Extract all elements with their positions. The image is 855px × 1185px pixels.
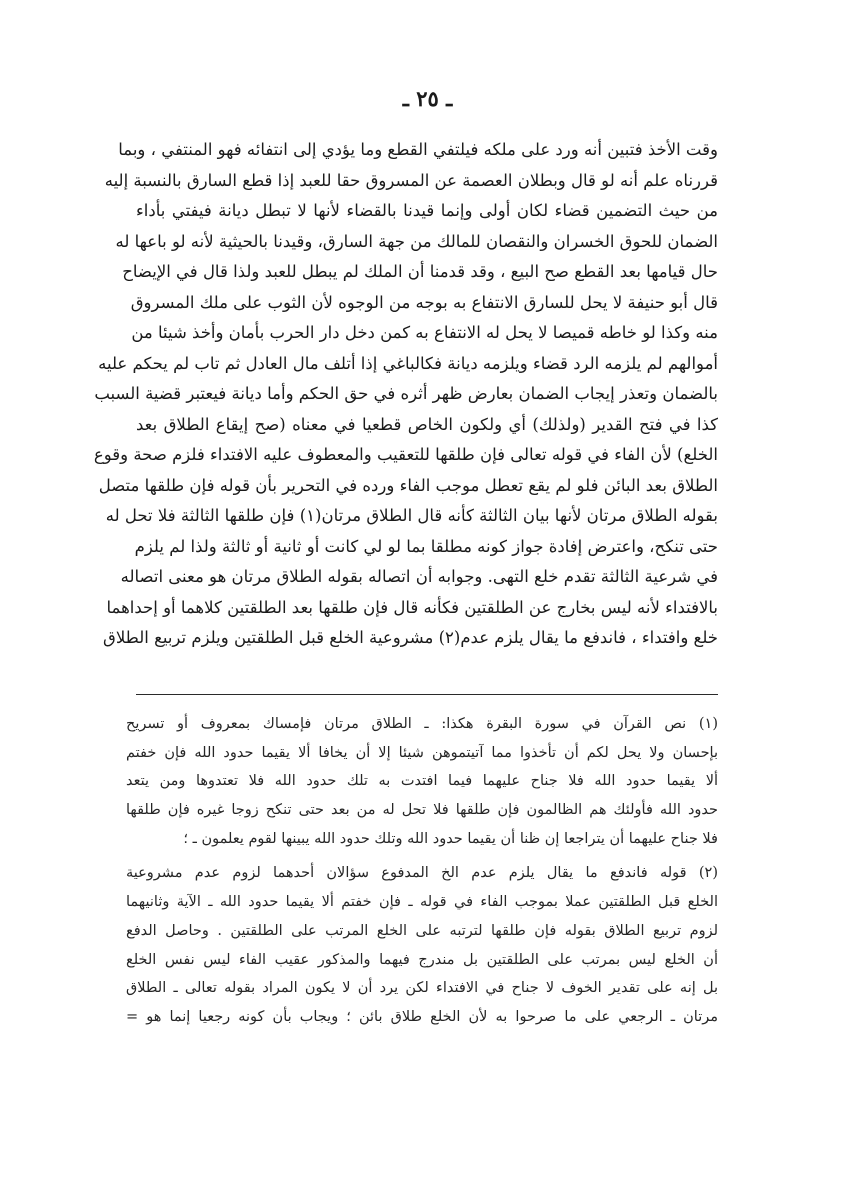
main-text-line: وقت الأخذ فتبين أنه ورد على ملكه فيلتفي القطع وما يؤدي إلى انتفائه فهو المنتفي ، وبما [118, 140, 718, 159]
main-text-line: بالضمان وتعذر إيجاب الضمان بعارض ظهر أثره في حق الحكم وأما ديانة فيعتبر قضية السبب [94, 384, 718, 403]
main-text-line: كذا في فتح القدير (ولذلك) أي ولكون الخاص قطعيا في معناه (صح إيقاع الطلاق بعد [136, 414, 718, 434]
main-text-line: قررناه علم أنه لو قال وبطلان العصمة عن المسروق حقا للعبد إذا قطع السارق بالنسبة إليه [104, 170, 718, 190]
main-text-line: قال أبو حنيفة لا يحل للسارق الانتفاع به بوجه من الوجوه لأن الثوب على ملك المسروق [130, 292, 718, 312]
main-text-line: في شرعية الثالثة تقدم خلع التهى. وجوابه أن اتصاله بقوله الطلاق مرتان هو معنى اتصاله [120, 567, 718, 586]
main-text-line: الطلاق بعد البائن فلو لم يقع تعطل موجب الفاء ورده في التحرير بأن قوله فإن طلقها متصل [98, 475, 718, 495]
footnote-1 [126, 710, 718, 853]
footnote-line: ألا يقيما حدود الله فلا جناح عليهما فيما افتدت به تلك حدود الله فلا تعتدوها ومن يتعد [126, 773, 718, 790]
footnote-2 [126, 859, 718, 1031]
main-text-line: حتى تنكح، واعترض إفادة جواز كونه مطلقا بما لو لي كانت أو ثانية أو ثالثة ولذا لم يلزم [134, 536, 718, 556]
footnote-line: بل إنه على تقدير الخوف لا جناح في الافتداء لكن يرد أن لا يكون المراد بقوله تعالى ـ الطلاق [126, 980, 718, 997]
footnote-line: أن الخلع ليس بمرتب على الطلقتين بل مندرج فيهما والمذكور عقيب الفاء ليس نفس الخلع [126, 951, 718, 968]
main-text-body [93, 135, 718, 654]
main-text-line: الخلع) لأن الفاء في قوله تعالى فإن طلقها للتعقيب والمعطوف عليه الافتداء فلزم صحة وقوع [93, 445, 718, 464]
footnote-line: لزوم تربيع الطلاق بقوله فإن طلقها لترتبه على الخلع المرتب على الطلقتين . وحاصل الدفع [126, 922, 718, 939]
main-text-line: بقوله الطلاق مرتان لأنها بيان الثالثة كأنه قال الطلاق مرتان(١) فإن طلقها الثالثة فلا تحل له [105, 506, 718, 525]
footnote-line: (٢) قوله فاندفع ما يقال يلزم عدم الخ المدفوع سؤالان أحدهما لزوم عدم مشروعية [126, 865, 718, 882]
main-text-line: حال قيامها بعد القطع صح البيع ، وقد قدمنا أن الملك لم يبطل للعبد ولذا قال في الإيضاح [122, 262, 718, 281]
footnote-line: فلا جناح عليهما أن يتراجعا إن ظنا أن يقيما حدود الله وتلك حدود الله يبينها لقوم يعلمون ـ ؛ [183, 830, 718, 847]
footnote-line: مرتان ـ الرجعي على ما صرحوا به لأن الخلع طلاق بائن ؛ ويجاب بأن كونه رجعيا إنما هو = [126, 1008, 718, 1025]
main-text-line: الضمان للحوق الخسران والنقصان للمالك من جهة السارق، وقيدنا بالحيثية لأنه لو باعها له [115, 231, 718, 251]
main-text-line: أموالهم لم يلزمه الرد قضاء ويلزمه ديانة فكالباغي إذا أتلف مال العادل ثم تاب لم يحكم عليه [98, 353, 718, 373]
page-number: ـ ٢٥ ـ [402, 86, 453, 111]
main-text-line: خلع وافتداء ، فاندفع ما يقال يلزم عدم(٢) مشروعية الخلع قبل الطلقتين ويلزم تربيع الطلاق [103, 628, 718, 647]
footnote-line: الخلع قبل الطلقتين عملا بموجب الفاء في قوله ـ فإن خفتم ألا يقيما حدود الله ـ الآية وثانيهما [126, 894, 718, 911]
footnote-line: (١) نص القرآن في سورة البقرة هكذا: ـ الطلاق مرتان فإمساك بمعروف أو تسريح [126, 716, 718, 732]
main-text-line: بالافتداء لأنه ليس بخارج عن الطلقتين فكأنه قال فإن طلقها بعد الطلقتين كلاهما أو إحداهما [106, 597, 718, 617]
main-text-line: منه وكذا لو خاطه قميصا لا يحل له الانتفاع به كمن دخل دار الحرب بأمان وأخذ شيئا من [131, 323, 718, 342]
footnote-line: حدود الله فأولئك هم الظالمون فإن طلقها فلا تحل له من بعد حتى تنكح زوجا غيره فإن طلقها [126, 802, 718, 819]
footnotes-section [126, 710, 718, 1032]
main-text-line: من حيث التضمين قضاء لكان أولى وإنما قيدنا بالقضاء لأنها لا تبطل ديانة فيفتي بأداء [136, 201, 718, 220]
footnote-line: بإحسان ولا يحل لكم أن تأخذوا مما آتيتموهن شيئا إلا أن يخافا ألا يقيما حدود الله فإن خفتم [126, 744, 718, 761]
footnote-divider [136, 694, 718, 695]
